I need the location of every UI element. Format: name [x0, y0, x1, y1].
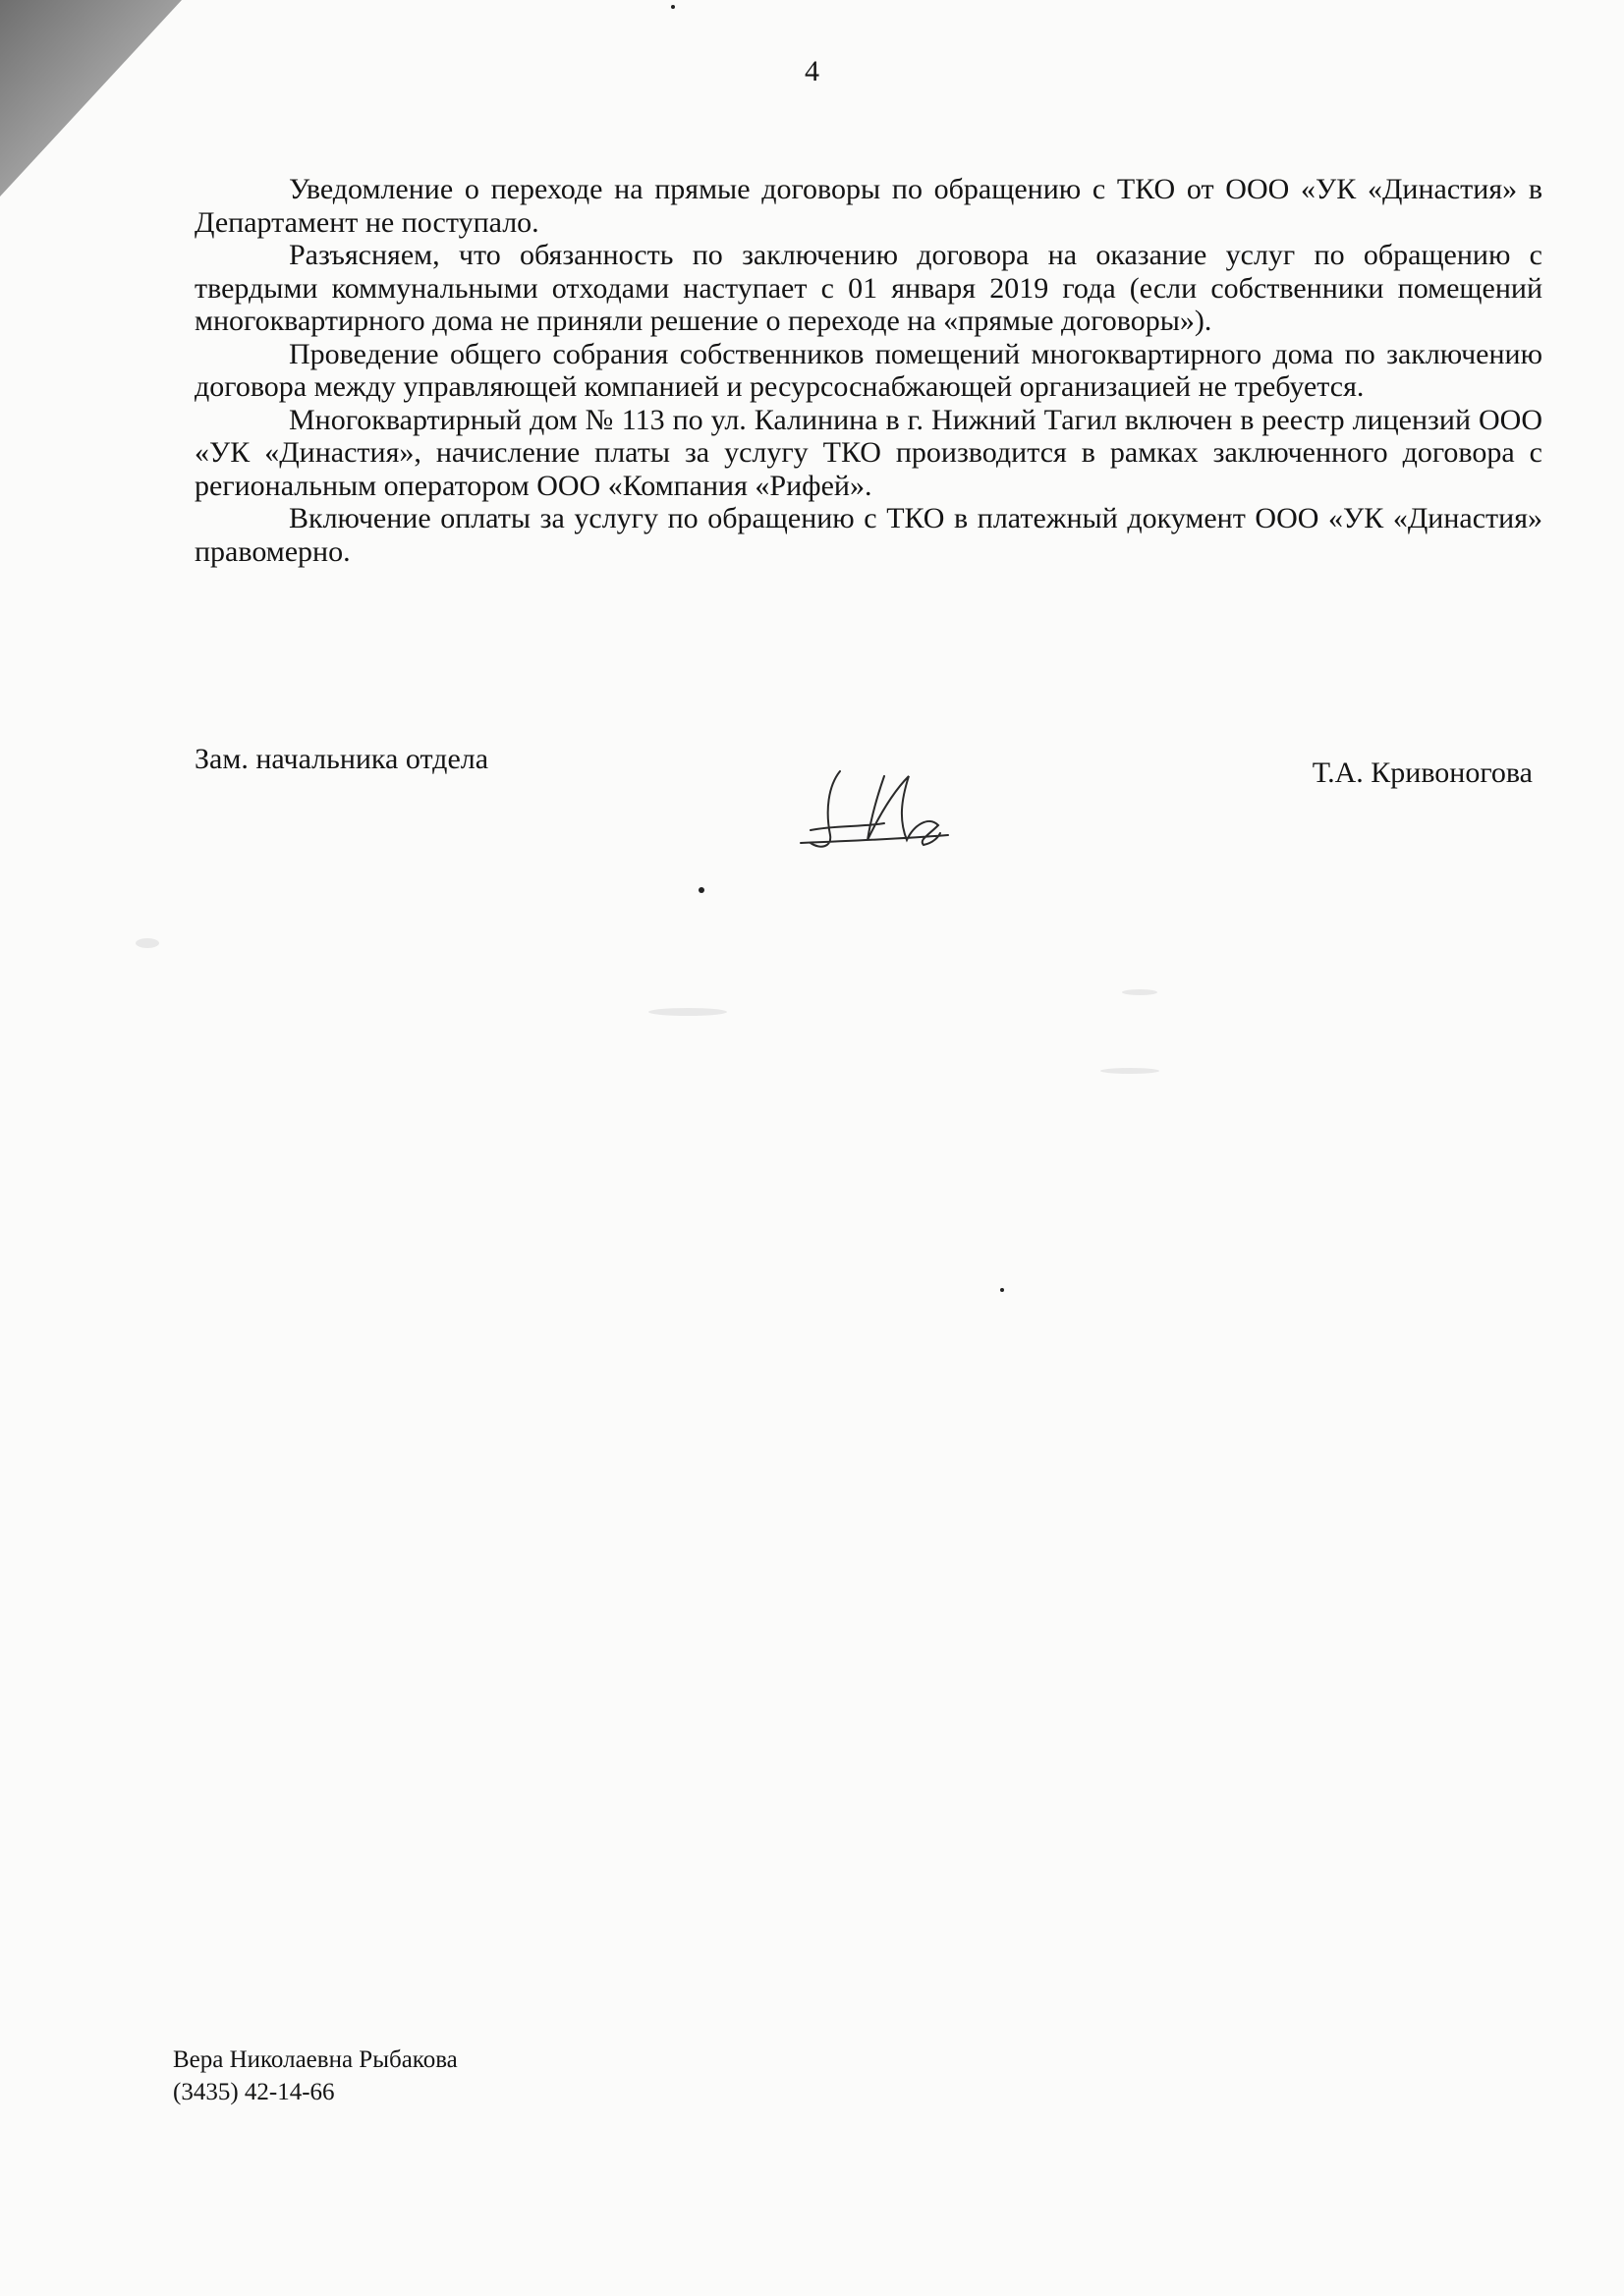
paragraph-registry: Многоквартирный дом № 113 по ул. Калинина в г. Нижний Тагил включен в реестр лицензий ООО «УК «Династия», начисление платы за услугу ТКО производится в рамках заключенного договора с региональным оператором ООО «Компания «Рифей».	[195, 403, 1542, 502]
paragraph-meeting: Проведение общего собрания собственников помещений многоквартирного дома по заключению договора между управляющей компанией и ресурсоснабжающей организацией не требуется.	[195, 337, 1542, 403]
page-number: 4	[805, 55, 819, 87]
handwritten-signature	[791, 756, 987, 865]
paragraph-conclusion: Включение оплаты за услугу по обращению с ТКО в платежный документ ООО «УК «Династия» правомерно.	[195, 502, 1542, 568]
executor-info	[173, 2044, 458, 2108]
signatory-name: Т.А. Кривоногова	[1312, 756, 1533, 789]
executor-phone: (3435) 42-14-66	[173, 2079, 335, 2105]
paragraph-notification: Уведомление о переходе на прямые договоры по обращению с ТКО от ООО «УК «Династия» в Департамент не поступало.	[195, 173, 1542, 239]
letter-body	[195, 173, 1542, 568]
executor-name: Вера Николаевна Рыбакова	[173, 2046, 458, 2073]
signatory-position: Зам. начальника отдела	[195, 743, 489, 775]
paragraph-explanation: Разъясняем, что обязанность по заключению договора на оказание услуг по обращению с твердыми коммунальными отходами наступает с 01 января 2019 года (если собственники помещений многоквартирного дома не приняли решение о переходе на «прямые договоры»).	[195, 239, 1542, 337]
